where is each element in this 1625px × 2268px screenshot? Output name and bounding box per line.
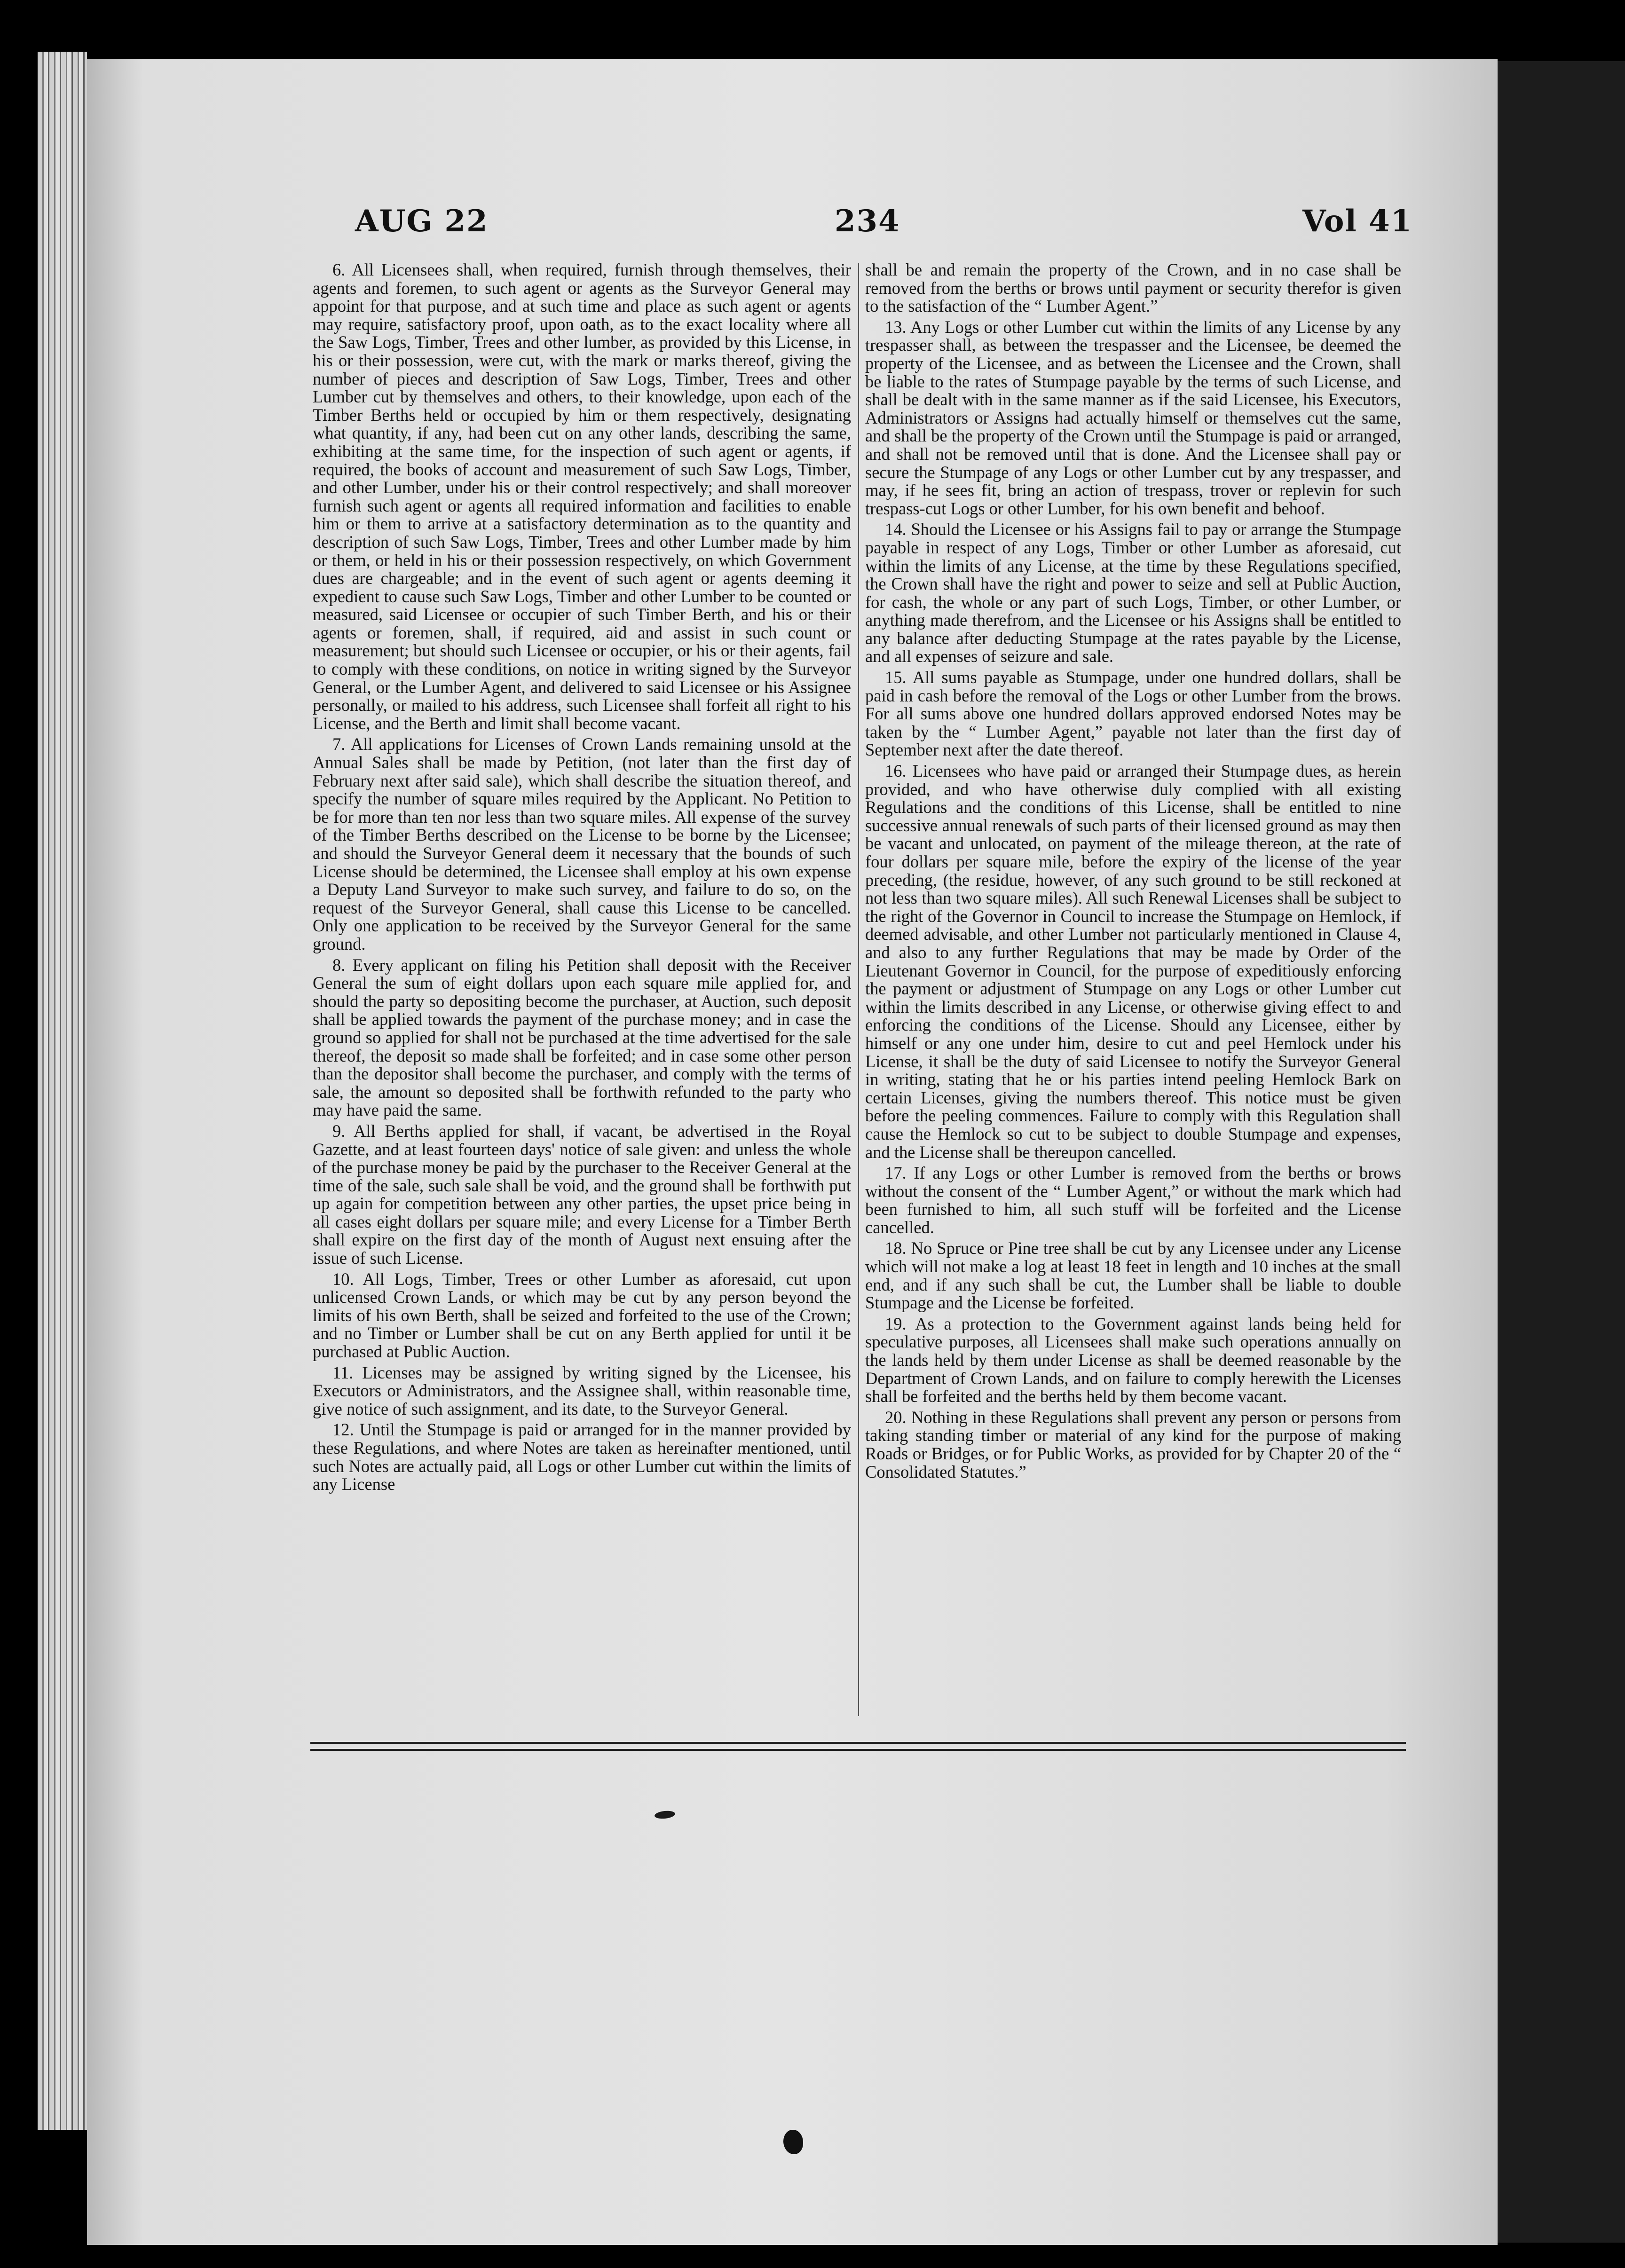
clause-18: 18. No Spruce or Pine tree shall be cut by any Licensee under any License which will not make a log at least 18 feet in length and 10 inches at the small end, and if any such shall be cut, the Lumber shall be liable to double Stumpage and the License be forfeited. [865,1238,1401,1313]
header-date: AUG 22 [355,204,489,239]
clause-7: 7. All applications for Licenses of Crown Lands remaining unsold at the Annual Sales shall be made by Petition, (not later than the first day of February next after said sale), which shall describe the situation thereof, and specify the number of square miles required by the Applicant. No Petition to be for more than ten nor less than two square miles. All expense of the survey of the Timber Berths described on the License to be borne by the Licensee; and should the Surveyor General deem it necessary that the bounds of such License should be determined, the Licensee shall employ at his own expense a Deputy Land Surveyor to make such survey, and failure to do so, on the request of the Surveyor General, shall cause this License to be cancelled. Only one application to be received by the Surveyor General for the same ground. [313,734,851,953]
margin-marks [1599,964,1617,1142]
clause-15: 15. All sums payable as Stumpage, under one hundred dollars, shall be paid in cash before the removal of the Logs or other Lumber from the brows. For all sums above one hundred dollars approved endorsed Notes may be taken by the “ Lumber Agent,” payable not later than the first day of September next after the date thereof. [865,668,1401,760]
closing-rule-double [310,1749,1406,1751]
clause-9: 9. All Berths applied for shall, if vacant, be advertised in the Royal Gazette, and at least fourteen days' notice of sale given: and unless the whole of the purchase money be paid by the purchaser to the Receiver General at the time of the sale, such sale shall be void, and the ground shall be forthwith put up again for competition between any other parties, the upset price being in all cases eight dollars per square mile; and every License for a Timber Berth shall expire on the first day of the month of August next ensuing after the issue of such License. [313,1121,851,1268]
clause-19: 19. As a protection to the Government against lands being held for speculative purposes, all Licensees shall make such operations annually on the lands held by them under License as shall be deemed reasonable by the Department of Crown Lands, and on failure to comply herewith the Licenses shall be forfeited and the berths held by them become vacant. [865,1314,1401,1406]
ink-blot [783,2130,803,2154]
clause-8: 8. Every applicant on filing his Petition shall deposit with the Receiver General the sum of eight dollars upon each square mile applied for, and should the party so depositing become the purchaser, at Auction, such deposit shall be applied towards the payment of the purchase money; and in case the ground so applied for shall not be purchased at the time advertised for the sale thereof, the deposit so made shall be forfeited; and in case some other person than the depositor shall become the purchaser, and comply with the terms of sale, the amount so deposited shall be forthwith refunded to the party who may have paid the same. [313,955,851,1120]
column-divider [858,263,859,1716]
scanner-background-strip [1498,61,1625,2243]
volume-label: Vol 41 [1302,204,1413,239]
left-column [313,261,851,1496]
clause-11: 11. Licenses may be assigned by writing signed by the Licensee, his Executors or Administrators, and the Assignee shall, within reasonable time, give notice of such assignment, and its date, to the Surveyor General. [313,1362,851,1418]
page-stack-edges [38,52,87,2130]
clause-12-continuation: shall be and remain the property of the Crown, and in no case shall be removed from the berths or brows until payment or security therefor is given to the satisfaction of the “ Lumber Agent.” [865,260,1401,316]
clause-10: 10. All Logs, Timber, Trees or other Lumber as aforesaid, cut upon unlicensed Crown Lands, or which may be cut by any person beyond the limits of his own Berth, shall be seized and forfeited to the use of the Crown; and no Timber or Lumber shall be cut on any Berth applied for until it be purchased at Public Auction. [313,1269,851,1362]
clause-14: 14. Should the Licensee or his Assigns fail to pay or arrange the Stumpage payable in respect of any Logs, Timber or other Lumber as aforesaid, cut within the limits of any License, at the time by these Regulations specified, the Crown shall have the right and power to seize and sell at Public Auction, for cash, the whole or any part of such Logs, Timber, or other Lumber, or anything made therefrom, and the Licensee or his Assigns shall be entitled to any balance after deducting Stumpage at the rates payable by the License, and all expenses of seizure and sale. [865,520,1401,666]
clause-12: 12. Until the Stumpage is paid or arranged for in the manner provided by these Regulations, and where Notes are taken as hereinafter mentioned, until such Notes are actually paid, all Logs or other Lumber cut within the limits of any License [313,1420,851,1494]
clause-20: 20. Nothing in these Regulations shall prevent any person or persons from taking standing timber or material of any kind for the purpose of making Roads or Bridges, or for Public Works, as provided for by Chapter 20 of the “ Consolidated Statutes.” [865,1407,1401,1481]
right-column [865,261,1401,1484]
clause-17: 17. If any Logs or other Lumber is removed from the berths or brows without the consent of the “ Lumber Agent,” or without the mark which had been furnished to him, all such stuff will be forfeited and the License cancelled. [865,1163,1401,1237]
clause-13: 13. Any Logs or other Lumber cut within the limits of any License by any trespasser shall, as between the trespasser and the Licensee, be deemed the property of the Licensee, and as between the Licensee and the Crown, shall be liable to the rates of Stumpage payable by the terms of such License, and shall be dealt with in the same manner as if the said Licensee, his Executors, Administrators or Assigns had actually himself or themselves cut the same, and shall be the property of the Crown until the Stumpage is paid or arranged, and shall not be removed until that is done. And the Licensee shall pay or secure the Stumpage of any Logs or other Lumber cut by any trespasser, and may, if he sees fit, bring an action of trespass, trover or replevin for such trespass-cut Logs or other Lumber, for his own benefit and behoof. [865,317,1401,518]
closing-rule [310,1742,1406,1744]
clause-6: 6. All Licensees shall, when required, furnish through themselves, their agents and foremen, to such agent or agents as the Surveyor General may appoint for that purpose, and at such time and place as such agent or agents may require, satisfactory proof, upon oath, as to the exact locality where all the Saw Logs, Timber, Trees and other lumber, as provided by this License, in his or their possession, were cut, with the mark or marks thereof, giving the number of pieces and description of Saw Logs, Timber, Trees and other Lumber cut by themselves and others, to their knowledge, upon each of the Timber Berths held or occupied by him or them respectively, designating what quantity, if any, had been cut on any other lands, describing the same, exhibiting at the same time, for the inspection of such agent or agents, if required, the books of account and measurement of such Saw Logs, Timber, and other Lumber, under his or their control respectively; and shall moreover furnish such agent or agents all required information and facilities to enable him or them to arrive at a satisfactory determination as to the quantity and description of such Saw Logs, Timber, Trees and other Lumber made by him or them, or held in his or their possession respectively, on which Government dues are chargeable; and in the event of such agent or agents deeming it expedient to cause such Saw Logs, Timber and other Lumber to be counted or measured, said Licensee or occupier of such Timber Berth, and his or their agents or foremen, shall, if required, aid and assist in such count or measurement; but should such Licensee or occupier, or his or their agents, fail to comply with these conditions, on notice in writing signed by the Surveyor General, or the Lumber Agent, and delivered to said Licensee or his Assignee personally, or mailed to his address, such Licensee shall forfeit all right to his License, and the Berth and limit shall become vacant. [313,260,851,733]
page-number: 234 [835,204,900,239]
clause-16: 16. Licensees who have paid or arranged their Stumpage dues, as herein provided, and who have otherwise duly complied with all existing Regulations and the conditions of this License, shall be entitled to nine successive annual renewals of such parts of their licensed ground as may then be vacant and unlocated, on payment of the mileage thereon, at the rate of four dollars per square mile, before the expiry of the license of the year preceding, (the residue, however, of any such ground to be still reckoned at not less than two square miles). All such Renewal Licenses shall be subject to the right of the Governor in Council to increase the Stumpage on Hemlock, if deemed advisable, and other Lumber not particularly mentioned in Clause 4, and also to any further Regulations that may be made by Order of the Lieutenant Governor in Council, for the purpose of expeditiously enforcing the payment or adjustment of Stumpage on any Logs or other Lumber cut within the limits described in any License, or otherwise giving effect to and enforcing the conditions of the License. Should any Licensee, either by himself or any one under him, desire to cut and peel Hemlock under his License, it shall be the duty of said Licensee to notify the Surveyor General in writing, stating that he or his parties intend peeling Hemlock Bark on certain Licenses, giving the numbers thereof. This notice must be given before the peeling commences. Failure to comply with this Regulation shall cause the Hemlock so cut to be subject to double Stumpage and expenses, and the License shall be thereupon cancelled. [865,761,1401,1162]
